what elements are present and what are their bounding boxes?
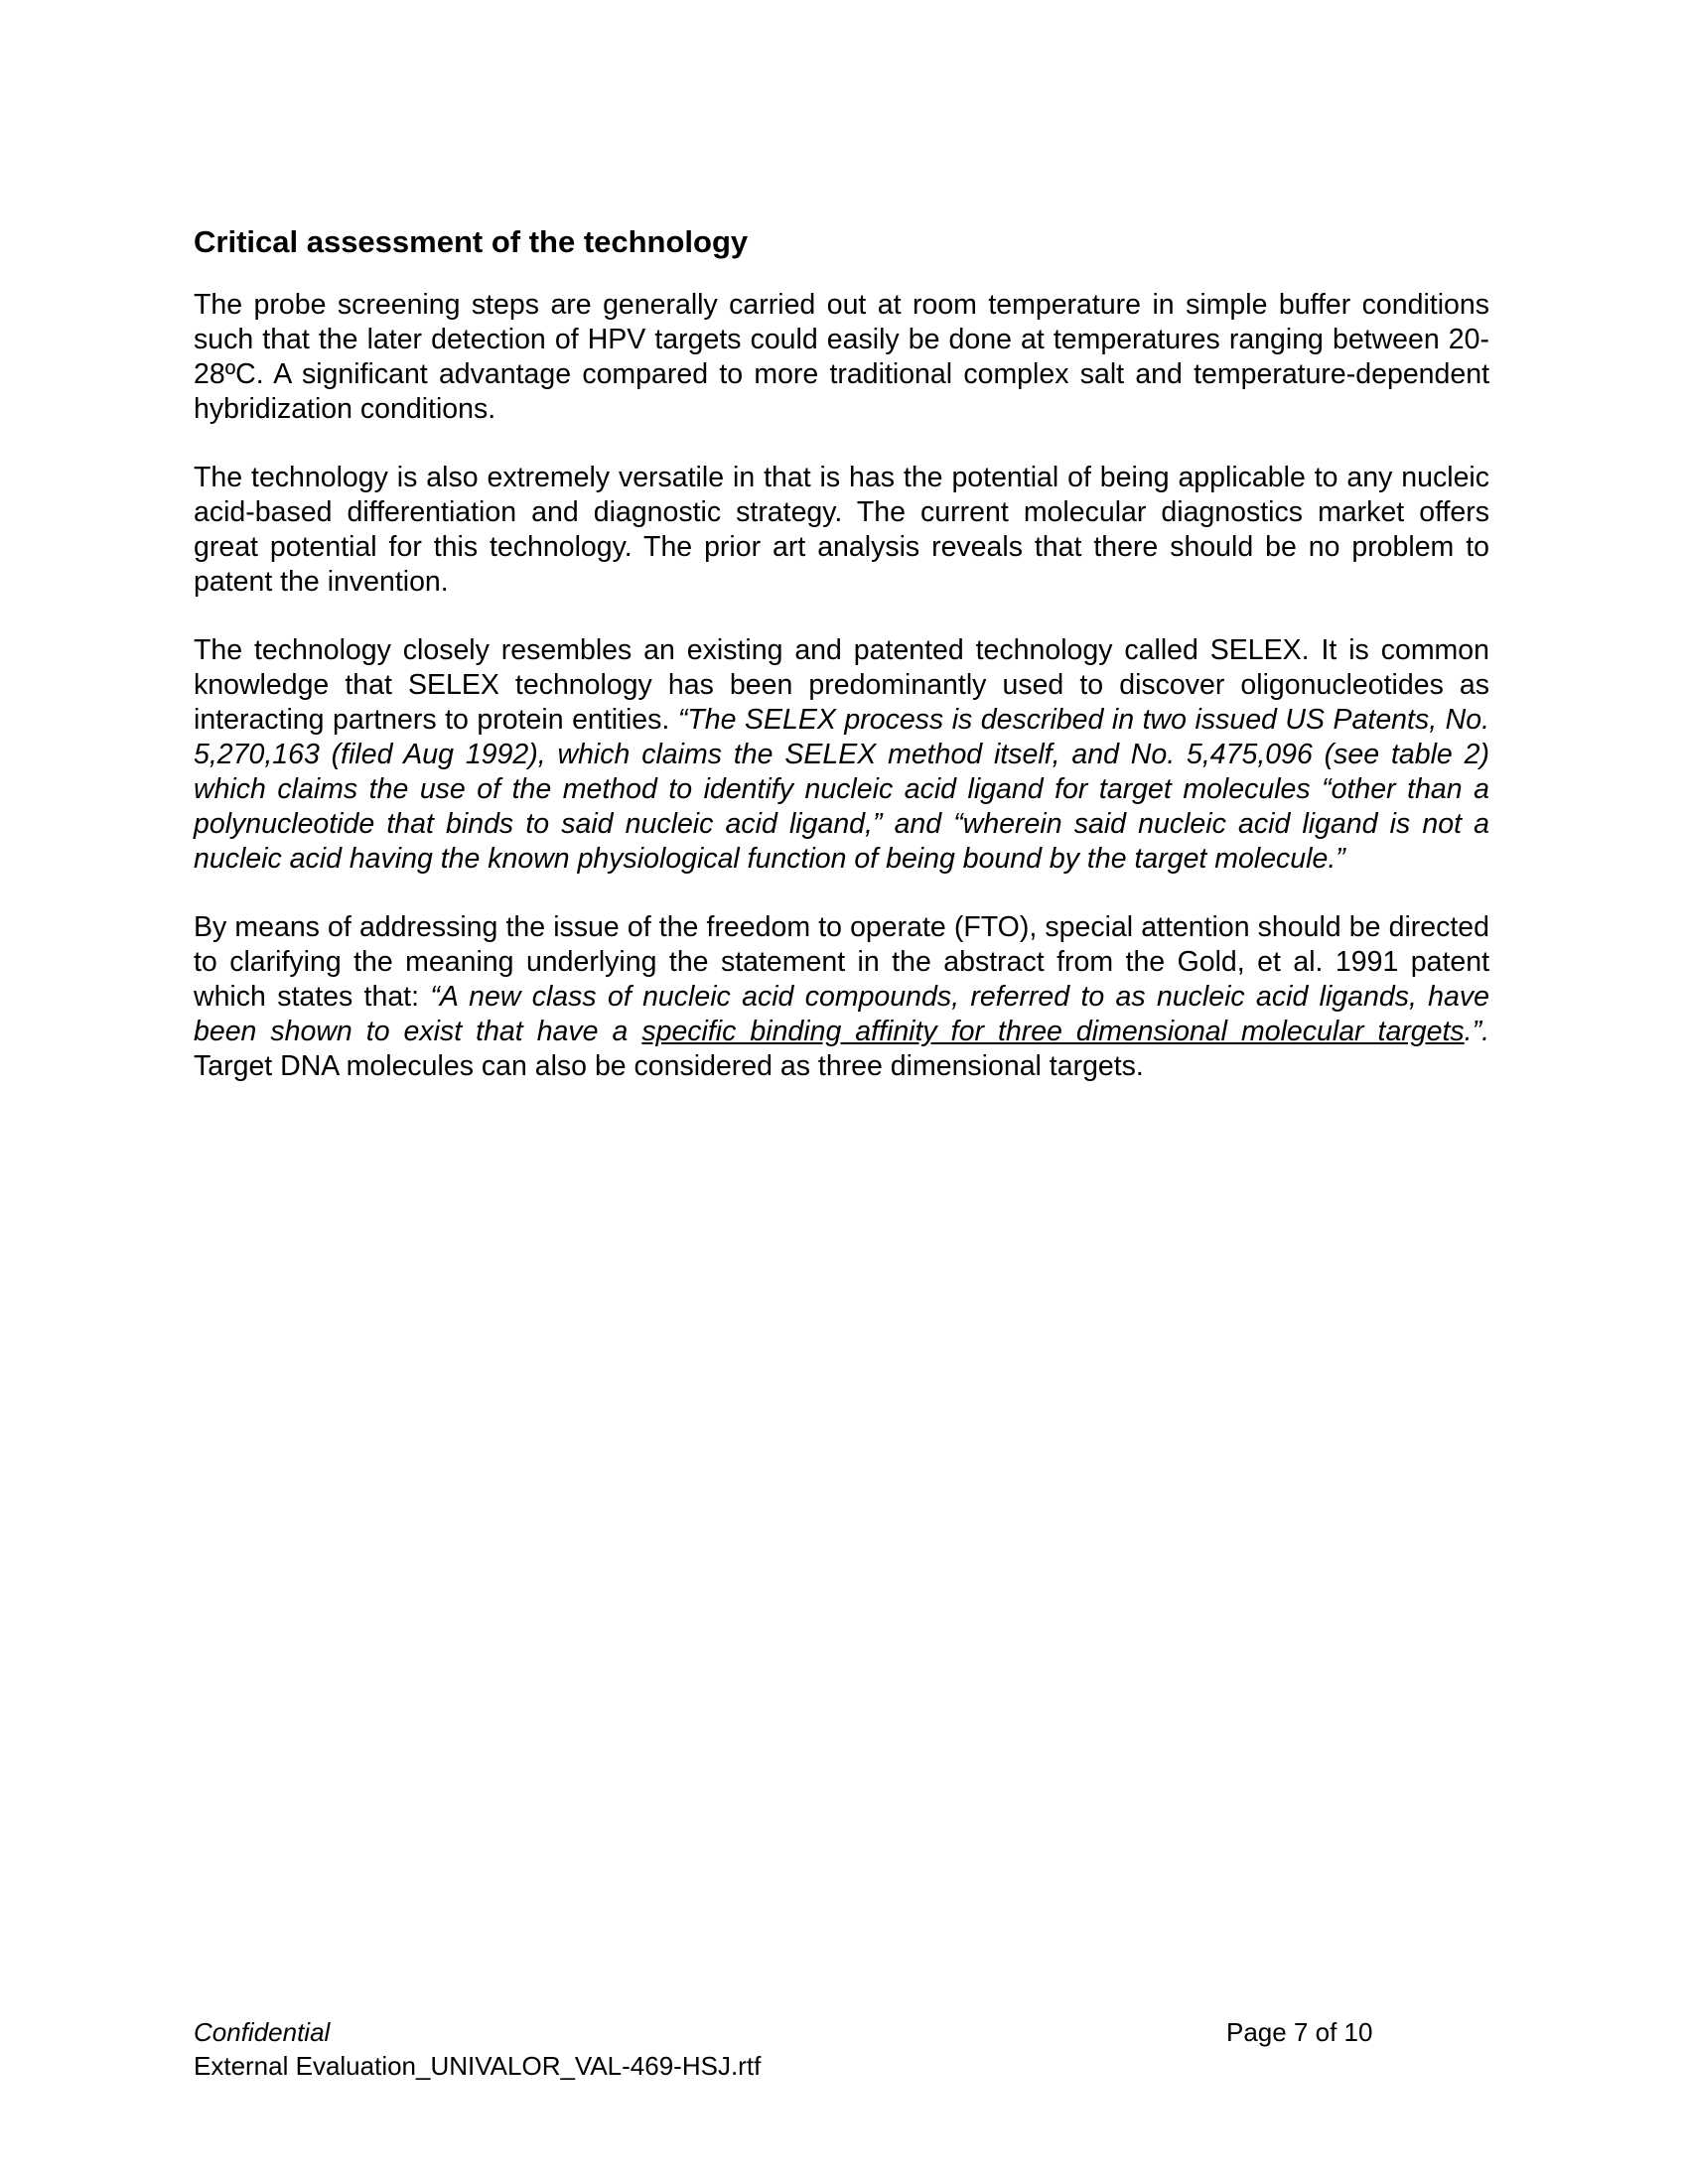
selex-intro-text: The technology closely resembles an existing and patented technology called SELEX. It is common knowledge that SELEX technology has been predominantly used to discover oligonucleotides as interacting partners to protein entities. [194, 634, 1489, 736]
gold-quote-start: “A new class of nucleic acid compounds, referred to as nucleic acid ligands, have been shown to exist that have a [194, 981, 1489, 1047]
fto-intro-text: By means of addressing the issue of the freedom to operate (FTO), special attention should be directed to clarifying the meaning underlying the statement in the abstract from the Gold, et al. 1991 patent which states that: [194, 911, 1489, 1013]
paragraph-selex [194, 633, 1489, 877]
paragraph-probe-screening: The probe screening steps are generally carried out at room temperature in simple buffer conditions such that the later detection of HPV targets could easily be done at temperatures ranging between 20-28ºC. A significant advantage compared to more traditional complex salt and temperature-dependent hybridization conditions. [194, 289, 1489, 425]
fto-tail-text: Target DNA molecules can also be considered as three dimensional targets. [194, 1050, 1144, 1082]
paragraph-versatility: The technology is also extremely versatile in that is has the potential of being applicable to any nucleic acid-based differentiation and diagnostic strategy. The current molecular diagnostics market offers great potential for this technology. The prior art analysis reveals that there should be no problem to patent the invention. [194, 462, 1489, 598]
gold-quote-end: .”. [1464, 1016, 1489, 1047]
gold-quote-underlined: specific binding affinity for three dimensional molecular targets [641, 1016, 1465, 1047]
footer-confidential: Confidential [194, 2017, 331, 2047]
page-body [194, 223, 1489, 1118]
selex-patent-quote: “The SELEX process is described in two issued US Patents, No. 5,270,163 (filed Aug 1992), which claims the SELEX method itself, and No. 5,475,096 (see table 2) which claims the use of the method to identify nucleic acid ligand for target molecules “other than a polynucleotide that binds to said nucleic acid ligand,” and “wherein said nucleic acid ligand is not a nucleic acid having the known physiological function of being bound by the target molecule.” [194, 704, 1489, 875]
paragraph-fto [194, 910, 1489, 1084]
footer-page-number: Page 7 of 10 [1226, 2017, 1373, 2047]
footer-filename: External Evaluation_UNIVALOR_VAL-469-HSJ.rtf [194, 2051, 762, 2081]
footer-left [194, 2015, 761, 2083]
section-heading: Critical assessment of the technology [194, 224, 749, 259]
